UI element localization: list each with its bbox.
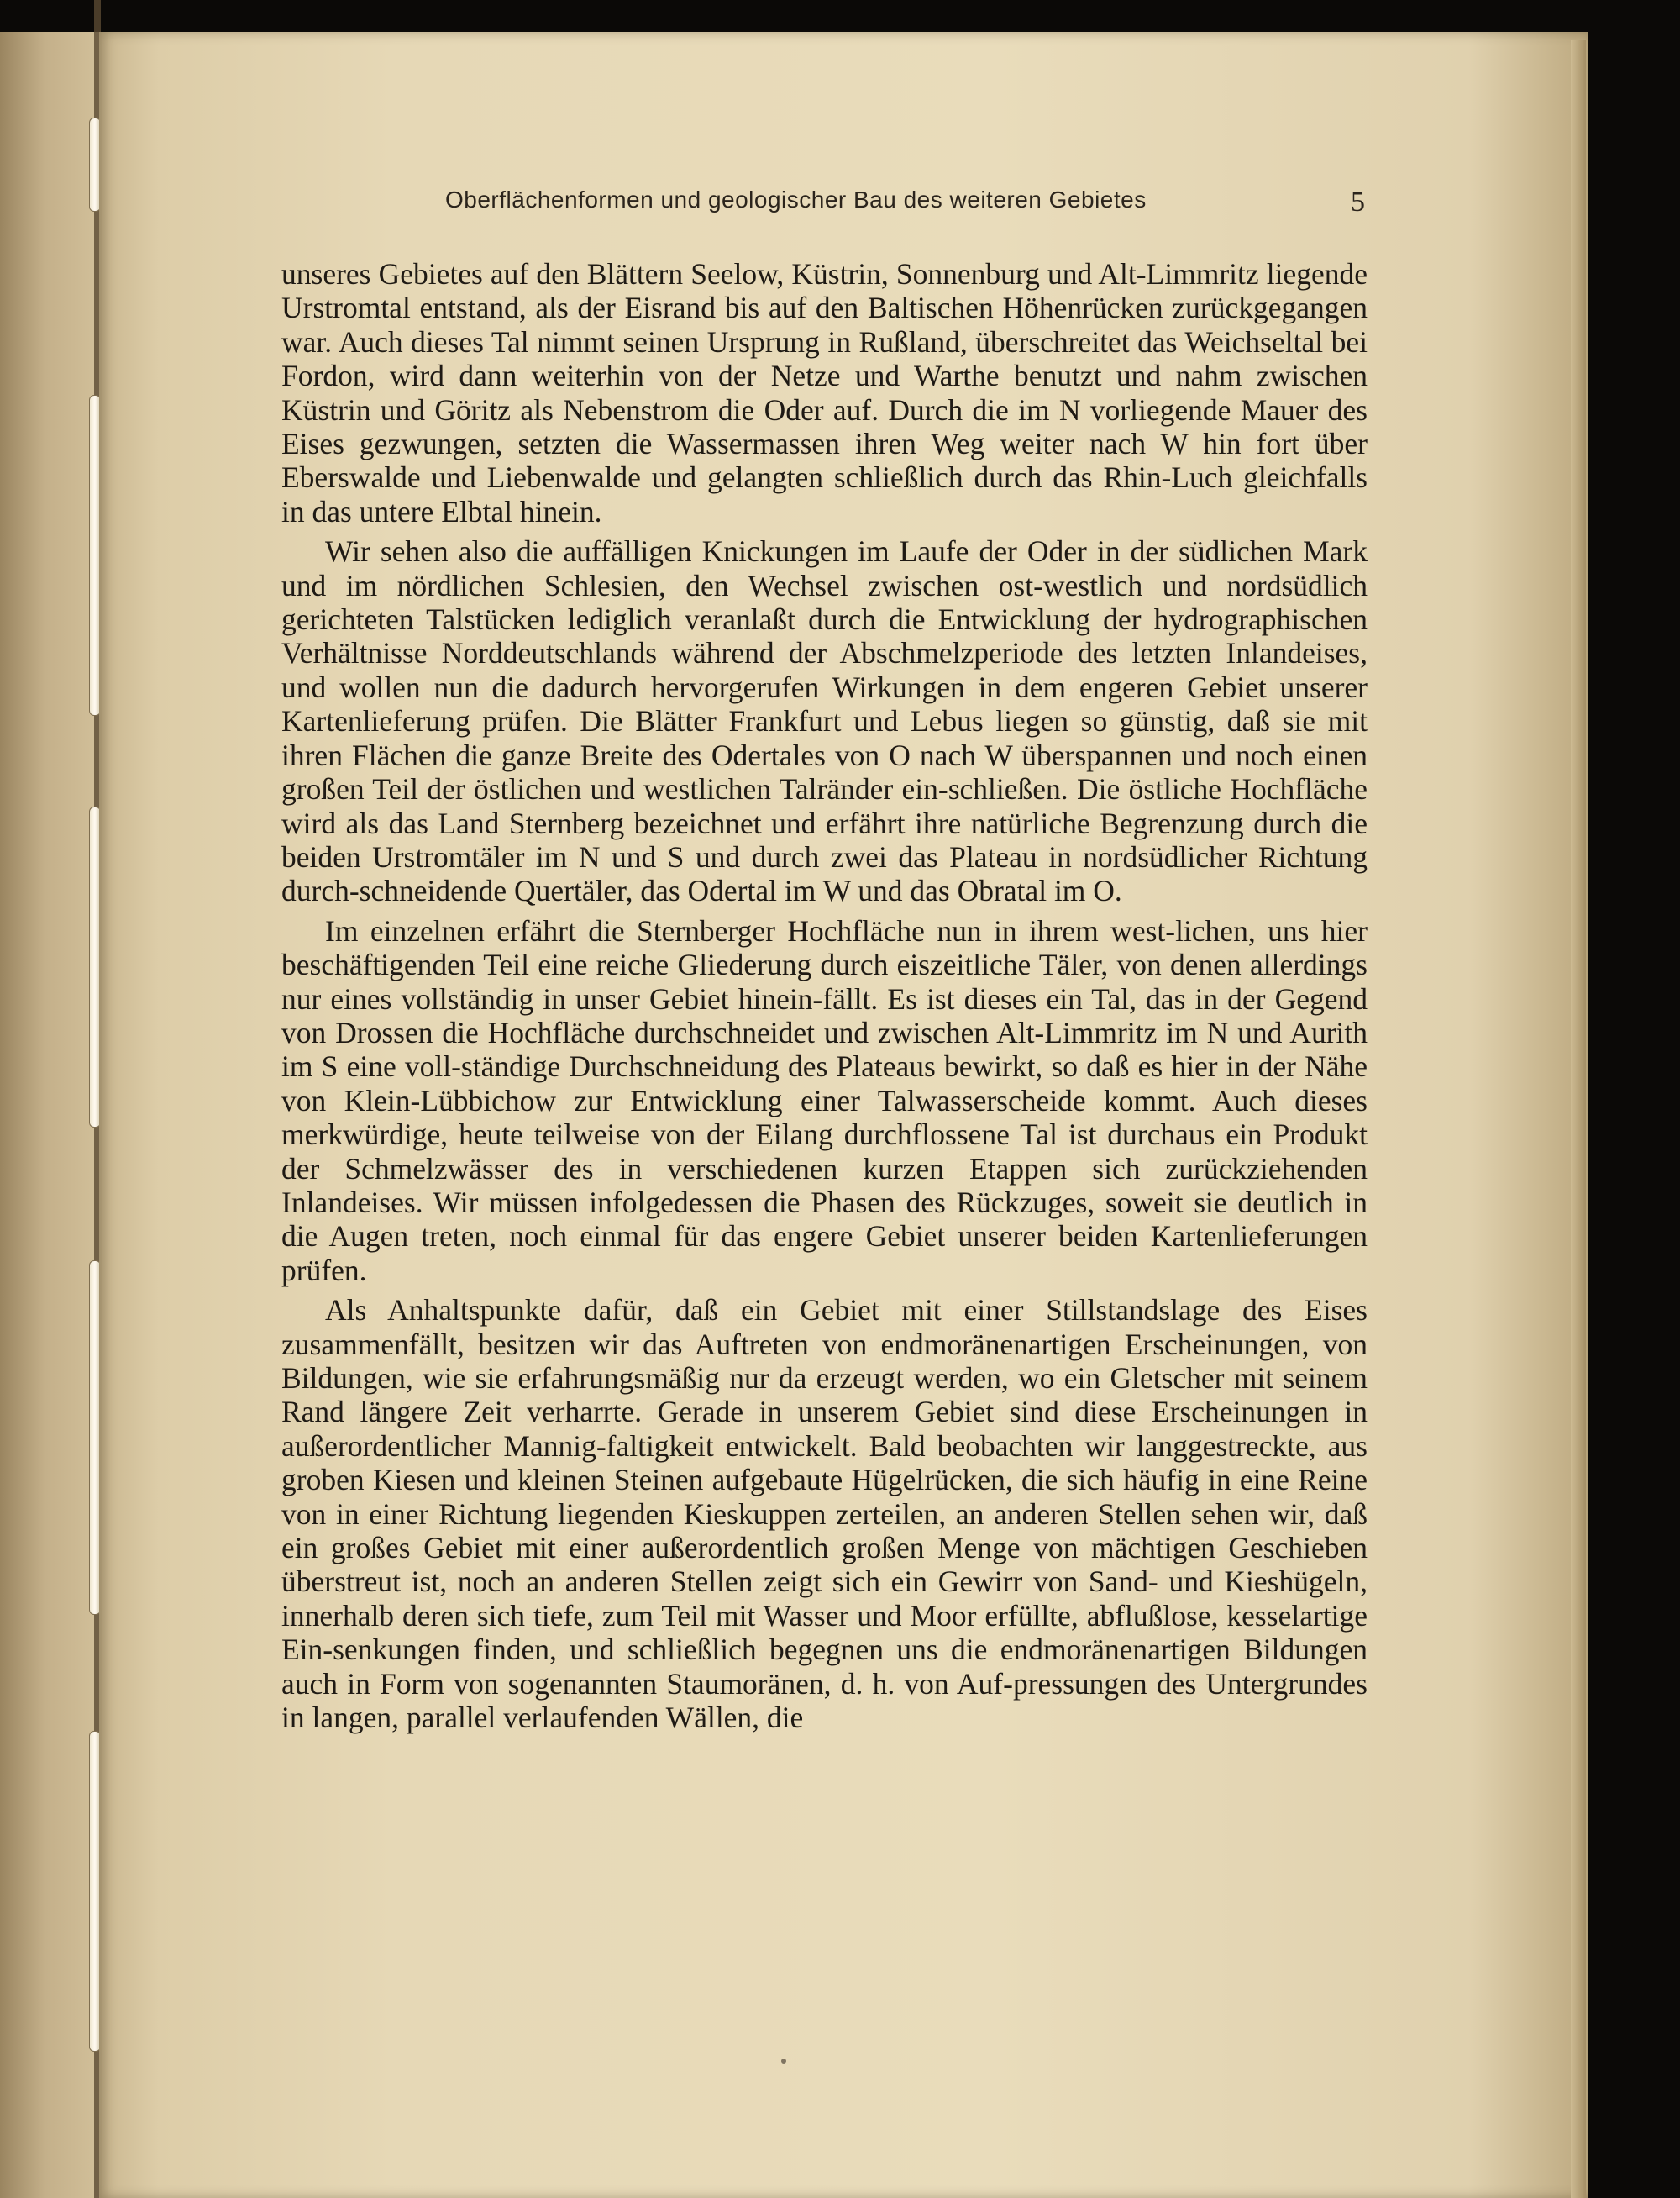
paragraph: Als Anhaltspunkte dafür, daß ein Gebiet mit einer Stillstandslage des Eises zusammenfällt, besitzen wir das Auftreten von endmoränenartigen Erscheinungen, von Bildungen, wie sie erfahrungsmäßig nur da erzeugt werden, wo ein Gletscher mit seinem Rand längere Zeit verharrte. Gerade in unserem Gebiet sind diese Erscheinungen in außerordentlicher Mannig-faltigkeit entwickelt. Bald beobachten wir langgestreckte, aus groben Kiesen und kleinen Steinen aufgebaute Hügelrücken, die sich häufig in eine Reine von in einer Richtung liegenden Kieskuppen zerteilen, an anderen Stellen sehen wir, daß ein großes Gebiet mit einer außerordentlich großen Menge von mächtigen Geschieben überstreut ist, noch an anderen Stellen zeigt sich ein Gewirr von Sand- und Kieshügeln, innerhalb deren sich tiefe, zum Teil mit Wasser und Moor erfüllte, abflußlose, kesselartige Ein-senkungen finden, und schließlich begegnen uns die endmoränenartigen Bildungen auch in Form von sogenannten Staumoränen, d. h. von Auf-pressungen des Untergrundes in langen, parallel verlaufenden Wällen, die [281,1293,1368,1735]
page-number: 5 [1351,187,1365,218]
body-text [281,257,1368,1740]
running-header: Oberflächenformen und geologischer Bau des weiteren Gebietes [445,187,1147,213]
paragraph: unseres Gebietes auf den Blättern Seelow, Küstrin, Sonnenburg und Alt-Limmritz liegende Urstromtal entstand, als der Eisrand bis auf den Baltischen Höhenrücken zurückgegangen war. Auch dieses Tal nimmt seinen Ursprung in Rußland, überschreitet das Weichseltal bei Fordon, wird dann weiterhin von der Netze und Warthe benutzt und nahm zwischen Küstrin und Göritz als Nebenstrom die Oder auf. Durch die im N vorliegende Mauer des Eises gezwungen, setzten die Wassermassen ihren Weg weiter nach W hin fort über Eberswalde und Liebenwalde und gelangten schließlich durch das Rhin-Luch gleichfalls in das untere Elbtal hinein. [281,257,1368,528]
page-edge-shadow [1571,40,1586,2198]
paragraph: Wir sehen also die auffälligen Knickungen im Laufe der Oder in der südlichen Mark und im nördlichen Schlesien, den Wechsel zwischen ost-westlich und nordsüdlich gerichteten Talstücken lediglich veranlaßt durch die Entwicklung der hydrographischen Verhältnisse Norddeutschlands während der Abschmelzperiode des letzten Inlandeises, und wollen nun die dadurch hervorgerufen Wirkungen in dem engeren Gebiet unserer Kartenlieferung prüfen. Die Blätter Frankfurt und Lebus liegen so günstig, daß sie mit ihren Flächen die ganze Breite des Odertales von O nach W überspannen und noch einen großen Teil der östlichen und westlichen Talränder ein-schließen. Die östliche Hochfläche wird als das Land Sternberg bezeichnet und erfährt ihre natürliche Begrenzung durch die beiden Urstromtäler im N und S und durch zwei das Plateau in nordsüdlicher Richtung durch-schneidende Quertäler, das Odertal im W und das Obratal im O. [281,534,1368,908]
paper-speck [781,2059,786,2064]
facing-page-edge [0,32,101,2198]
paragraph: Im einzelnen erfährt die Sternberger Hochfläche nun in ihrem west-lichen, uns hier beschäftigenden Teil eine reiche Gliederung durch eiszeitliche Täler, von denen allerdings nur eines vollständig in unser Gebiet hinein-fällt. Es ist dieses ein Tal, das in der Gegend von Drossen die Hochfläche durchschneidet und zwischen Alt-Limmritz im N und Aurith im S eine voll-ständige Durchschneidung des Plateaus bewirkt, so daß es hier in der Nähe von Klein-Lübbichow zur Entwicklung einer Talwasserscheide kommt. Auch dieses merkwürdige, heute teilweise von der Eilang durchflossene Tal ist durchaus ein Produkt der Schmelzwässer des in verschiedenen kurzen Etappen sich zurückziehenden Inlandeises. Wir müssen infolgedessen die Phasen des Rückzuges, soweit sie deutlich in die Augen treten, noch einmal für das engere Gebiet unserer beiden Kartenlieferungen prüfen. [281,913,1368,1287]
